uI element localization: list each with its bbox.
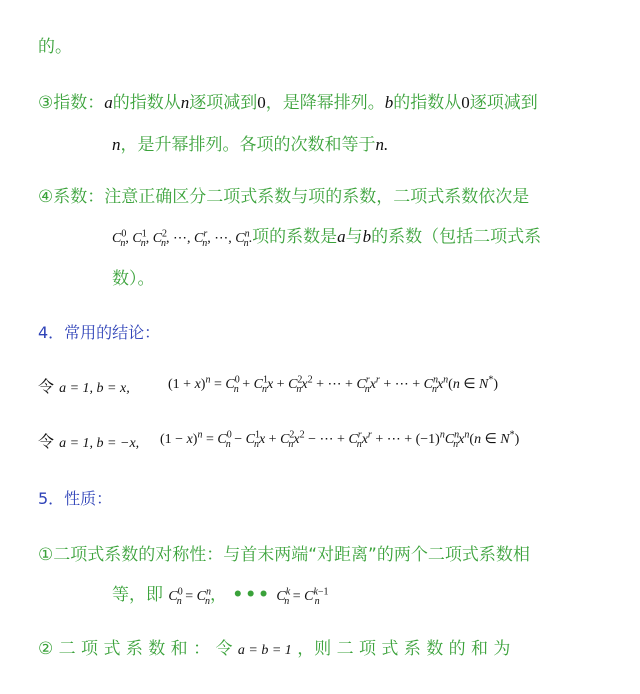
text-fragment: 的指数从 [393, 93, 462, 113]
exponent-paragraph-cont [112, 130, 388, 155]
text-fragment: 等，即 [112, 585, 163, 605]
binomial-formula-minus: $(1 - x)^n = C^0_n - C^1_nx + C^2_nx^2$ − ⋯ + $C^r_nx^r$ + ⋯ + $(-1)^nC^n_nx^n(n$ ∈ N*) [160, 429, 520, 450]
symmetry-formula-1: $C^0_n = C^n_n$ [168, 586, 211, 607]
property-2 [38, 634, 510, 659]
binomial-coefficient-list: $C^0_n$, $C^1_n$, $C^2_n$, ⋯, $C^r_n$, ⋯, $C^n_n$. [112, 228, 253, 249]
var-b: b [362, 227, 372, 246]
condition-1: a = 1, b = x, [59, 381, 130, 396]
coefficient-text: ④系数：注意正确区分二项式系数与项的系数，二项式系数依次是 [38, 187, 530, 207]
condition-2: a = 1, b = −x, [59, 436, 140, 451]
var-b: b [384, 93, 394, 112]
text-fragment: 与 [345, 227, 363, 247]
property-1 [38, 540, 530, 565]
text-fragment: 的指数从 [112, 93, 181, 113]
text-fragment: 逐项减到 [189, 93, 258, 113]
conclusion-2 [38, 429, 139, 452]
ellipsis-dots: ••• [232, 585, 272, 605]
var-n-dot: n. [375, 135, 389, 154]
section-4-heading [38, 320, 160, 343]
property-1-text: ①二项式系数的对称性：与首末两端“对距离”的两个二项式系数相 [38, 545, 530, 565]
property-1-cont [112, 580, 329, 607]
symmetry-formula-2: $C^k_n = C^{k-1}_n$ [276, 586, 329, 607]
text-fragment: 逐项减到 [469, 93, 538, 113]
text-fragment: 数）。 [112, 269, 155, 289]
line-1-text: 的。 [38, 37, 72, 57]
separator: ， [210, 585, 227, 605]
section-5-heading [38, 486, 112, 509]
text-line-1 [38, 32, 72, 57]
num-zero: 0 [257, 93, 266, 112]
condition-3: a = b = 1 [237, 643, 292, 658]
exponent-paragraph [38, 88, 538, 113]
conclusion-1 [38, 374, 130, 397]
text-fragment: ，则 二 项 式 系 数 的 和 为 [297, 639, 511, 659]
var-a: a [337, 227, 346, 246]
coefficient-paragraph-end [112, 264, 155, 289]
text-fragment: ② 二 项 式 系 数 和 ： 令 [38, 639, 233, 659]
text-fragment: ，是升幂排列。各项的次数和等于 [120, 135, 376, 155]
let-text: 令 [38, 432, 55, 451]
var-n: n [112, 135, 121, 154]
coefficient-paragraph [38, 182, 529, 207]
exponent-label: ③指数： [38, 93, 105, 113]
heading-text: 5．性质： [38, 489, 113, 508]
heading-text: 4．常用的结论： [38, 323, 161, 342]
num-zero: 0 [461, 93, 470, 112]
text-fragment: 的系数（包括二项式系 [371, 227, 542, 247]
text-fragment: 项的系数是 [252, 227, 338, 247]
var-n: n [180, 93, 190, 112]
var-a: a [104, 93, 113, 112]
coefficient-paragraph-cont [112, 222, 541, 247]
text-fragment: ，是降幂排列。 [265, 93, 385, 113]
binomial-formula-plus: $(1 + x)^n = C^0_n + C^1_nx + C^2_nx^2$ + ⋯ + $C^r_nx^r$ + ⋯ + $C^n_nx^n(n$ ∈ N*) [168, 374, 499, 395]
let-text: 令 [38, 377, 55, 396]
